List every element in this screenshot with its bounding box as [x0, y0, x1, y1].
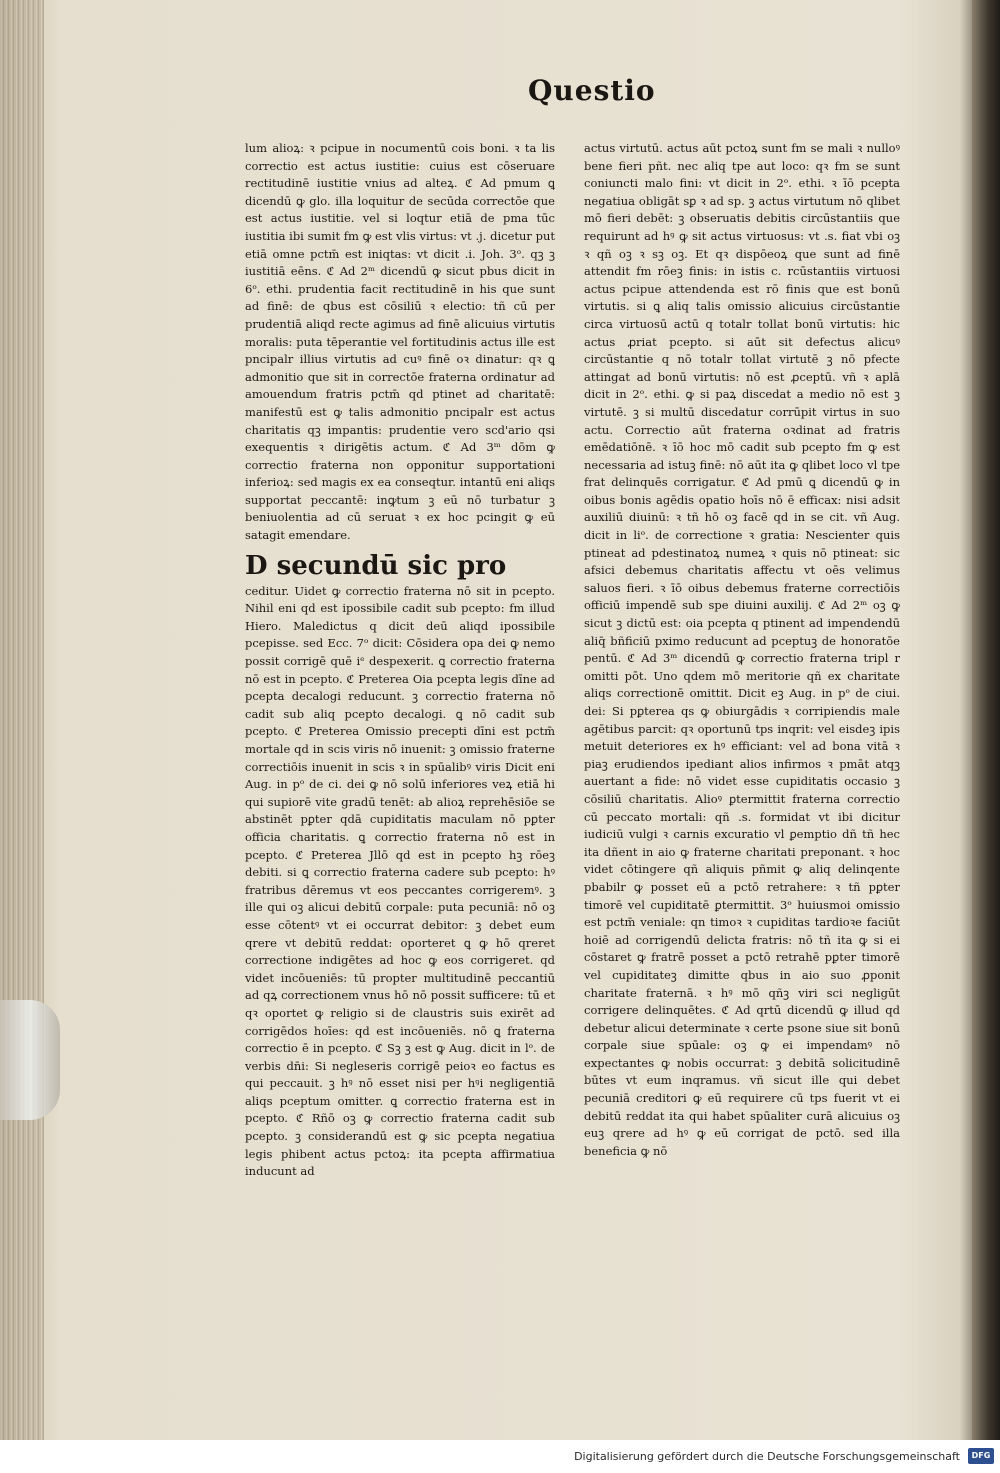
- right-column-text: actus virtutū. actus aūt pctoꝝ sunt fm se mali ꝛ nulloꝰ bene fieri pñt. nec aliq tpe aut loco: qꝛ fm se sunt coniuncti malo fini: vt dicit in 2ᵒ. ethi. ꝛ īō pcepta negatiua obligāt sꝑ ꝛ ad sp. ꝫ actus virtutum nō qlibet mō fieri debēt: ꝫ obseruatis debitis circūstantiis que requirunt ad hꝰ ꝙ sit actus virtuosus: vt .s. fiat vbi oꝫ ꝛ qñ oꝫ ꝛ sꝫ oꝫ. Et qꝛ dispōeoꝝ que sunt ad finē attendit fm rōeꝫ finis: in istis c. rcūstantiis virtuosi actus pcipue attendenda est rō finis que est bonū virtutis. si ꝗ aliq talis omissio alicuius circūstantie circa virtuosū actū q totalr tollat bonū virtutis: hic actus ꝓriat pcepto. si aūt sit defectus alicuꝰ circūstantie q nō totalr tollat virtutē ꝫ nō pfecte attingat ad bonū virtutis: nō est ꝓceptū. vñ ꝛ aplā dicit in 2ᵒ. ethi. ꝙ si paꝝ discedat a medio nō est ꝫ virtutē. ꝫ si multū discedatur corrūpit virtus in suo actu. Correctio aūt fraterna oꝛdinat ad fratris emēdatiōnē. ꝛ īō hoc mō cadit sub pcepto fm ꝙ est necessaria ad istuꝫ finē: nō aūt ita ꝙ qlibet loco vl tpe frat delinquēs corrigatur. ℭ Ad pmū ꝗ dicendū ꝙ in oibus bonis agēdis opatio hoīs nō ē efficax: nisi adsit auxiliū diuinū: ꝛ tñ hō oꝫ facē qd in se cit. vñ Aug. dicit in liᵒ. de correctione ꝛ gratia: Nescienter quis ptineat ad pdestinatoꝝ numeꝝ ꝛ quis nō ptineat: sic afsici debemus charitatis affectu vt oēs velimus saluos fieri. ꝛ īō oibus debemus fraterne correctiōis officiū impendē sub spe diuini auxilij. ℭ Ad 2ᵐ oꝫ ꝙ sicut ꝫ dictū est: oia pcepta q ptinent ad impendendū aliq̄ bñficiū pximo reducunt ad pceptuꝫ de honoratōe pentū. ℭ Ad 3ᵐ dicendū ꝙ correctio fraterna tripl r omitti pōt. Uno qdem mō meritorie qñ ex charitate aliqs correctionē omittit. Dicit eꝫ Aug. in pᵒ de ciui. dei: Si pꝑterea qs ꝙ obiurgādis ꝛ corripiendis male agētibus parcit: qꝛ oportunū tps inqrit: vel eisdeꝫ ipis metuit deteriores ex hꝰ efficiant: vel ad bona vitā ꝛ piaꝫ erudiendos ipediant alios infirmos ꝛ pmāt atqꝫ auertant a fide: nō videt esse cupiditatis occasio ꝫ cōsiliū charitatis. Alioꝰ ꝑtermittit fraterna correctio cū peccato mortali: qñ .s. formidat vt ibi dicitur iudiciū vulgi ꝛ carnis excuratio vl ꝑemptio dñ tñ hec ita dñent in aio ꝙ fraterne charitati preponant. ꝛ hoc videt cōtingere qñ aliquis pñmit ꝙ aliq delinqente pbabilr ꝙ posset eū a pctō retrahere: ꝛ tñ pꝑter timorē vel cupiditatē ꝑtermittit. 3ᵒ huiusmoi omissio est pctm̄ veniale: qn timoꝛ ꝛ cupiditas tardioꝛe faciūt hoiē ad corrigendū delicta fratris: nō tñ ita ꝙ si ei cōstaret ꝙ fratrē posset a pctō retrahē pꝑter timorē vel cupiditateꝫ dimitte qbus in aio suo ꝓponit charitate fraternā. ꝛ hꝰ mō qñꝫ viri sci negligūt corrigere delinquētes. ℭ Ad qrtū dicendū ꝙ illud qd debetur alicui determinate ꝛ certe psone siue sit bonū corpale siue spūale: oꝫ ꝙ ei impendamꝰ nō expectantes ꝙ nobis occurrat: ꝫ debitā solicitudinē būtes vt eum inqramus. vñ sicut ille qui debet pecuniā creditori ꝙ eū requirere cū tps fuerit vt ei debitū reddat ita qui habet spūaliter curā alicuius oꝫ euꝫ qrere ad hꝰ ꝙ eū corrigat de pctō. sed illa beneficia ꝙ nō: [584, 141, 900, 1158]
- left-column-text-1: lum alioꝝ: ꝛ pcipue in nocumentū cois boni. ꝛ ta lis correctio est actus iustitie: cuius est cōseruare rectitudinē iustitie vnius ad alteꝝ. ℭ Ad pmum ꝗ dicendū ꝙ glo. illa loquitur de secūda correctōe que est actus iustitie. vel si loqtur etiā de pma tūc iustitia ibi sumit fm ꝙ est vlis virtus: vt .j. dicetur put etiā omne pctm̄ est iniqtas: vt dicit .i. Joh. 3ᵒ. qꝫ ꝫ iustitiā eēns. ℭ Ad 2ᵐ dicendū ꝙ sicut pbus dicit in 6ᵒ. ethi. prudentia facit rectitudinē in his que sunt ad finē: de qbus est cōsiliū ꝛ electio: tñ cū per prudentiā aliqd recte agimus ad finē alicuius virtutis moralis: puta tēperantie vel fortitudinis actus ille est pncipalr illius virtutis ad cuꝰ finē oꝛ dinatur: qꝛ ꝗ admonitio que sit in correctōe fraterna ordinatur ad amouendum fratris pctm̄ qd ptinet ad charitatē: manifestū est ꝙ talis admonitio pncipalr est actus charitatis qꝫ impantis: prudentie vero scd'ario qsi exequentis ꝛ dirigētis actum. ℭ Ad 3ᵐ dōm ꝙ correctio fraterna non opponitur supportationi inferioꝝ: sed magis ex ea conseqtur. intantū eni aliqs supportat peccantē: inꝙtum ꝫ eū nō turbatur ꝫ beniuolentia ad cū seruat ꝛ ex hoc pcingit ꝙ eū satagit emendare.: [245, 141, 555, 543]
- left-column: [245, 140, 555, 1179]
- right-column: [584, 140, 900, 1158]
- binding-shadow: [972, 0, 1000, 1440]
- left-column-text-2: ceditur. Uidet ꝙ correctio fraterna nō sit in pcepto. Nihil eni qd est ipossibile cadit sub pcepto: fm illud Hiero. Maledictus q dicit deū aliqd ipossibile pcepisse. sed Ecc. 7ᵒ dicit: Cōsidera opa dei ꝙ nemo possit corrigē quē iᵉ despexerit. ꝗ correctio fraterna nō est in pcepto. ℭ Preterea Oia pcepta legis dīne ad pcepta decalogi reducunt. ꝫ correctio fraterna nō cadit sub aliq pcepto decalogi. ꝗ nō cadit sub pcepto. ℭ Preterea Omissio precepti dīni est pctm̄ mortale qd in scis viris nō inuenit: ꝫ omissio fraterne correctiōis inuenit in scis ꝛ in spūalibꝰ viris Dicit eni Aug. in pᵒ de ci. dei ꝙ nō solū inferiores veꝝ etiā hi qui supiorē vite gradū tenēt: ab alioꝝ reprehēsiōe se abstinēt pꝑter qdā cupiditatis maculam nō pꝑter officia charitatis. ꝗ correctio fraterna nō est in pcepto. ℭ Preterea Jllō qd est in pcepto hꝫ rōeꝫ debiti. si ꝗ correctio fraterna cadere sub pcepto: hꝰ fratribus dēremus vt eos peccantes corrigeremꝰ. ꝫ ille qui oꝫ alicui debitū corpale: puta pecuniā: nō oꝫ esse cōtentꝰ vt ei occurrat debitor: ꝫ debet eum qrere vt debitū reddat: oporteret ꝗ ꝙ hō qreret correctione indigētes ad hoc ꝙ eos corrigeret. qd videt incōueniēs: tū propter multitudinē peccantiū ad qꝝ correctionem vnus hō nō possit sufficere: tū et qꝛ oportet ꝙ religio si de claustris suis exirēt ad corrigēdos hoīes: qd est incōueniēs. nō ꝗ fraterna correctio ē in pcepto. ℭ Sꝫ ꝫ est ꝙ Aug. dicit in lᵒ. de verbis dn̄i: Si negleseris corrigē peioꝛ eo factus es qui peccauit. ꝫ hꝰ nō esset nisi per hꝰi negligentiā aliqs pceptum omitter. ꝗ correctio fraterna est in pcepto. ℭ Rñō oꝫ ꝙ correctio fraterna cadit sub pcepto. ꝫ considerandū est ꝙ sic pcepta negatiua legis phibent actus pctoꝝ: ita pcepta affirmatiua inducunt ad: [245, 583, 555, 1179]
- book-page-edges: [0, 0, 44, 1440]
- section-initial: D secundū sic pro: [245, 550, 507, 581]
- page-clip: [0, 1000, 60, 1120]
- dfg-logo-icon: DFG: [968, 1448, 994, 1464]
- page-heading: Questio: [528, 74, 656, 107]
- footer-credit: Digitalisierung gefördert durch die Deutsche Forschungsgemeinschaft: [574, 1450, 960, 1463]
- footer-bar: [0, 1440, 1000, 1473]
